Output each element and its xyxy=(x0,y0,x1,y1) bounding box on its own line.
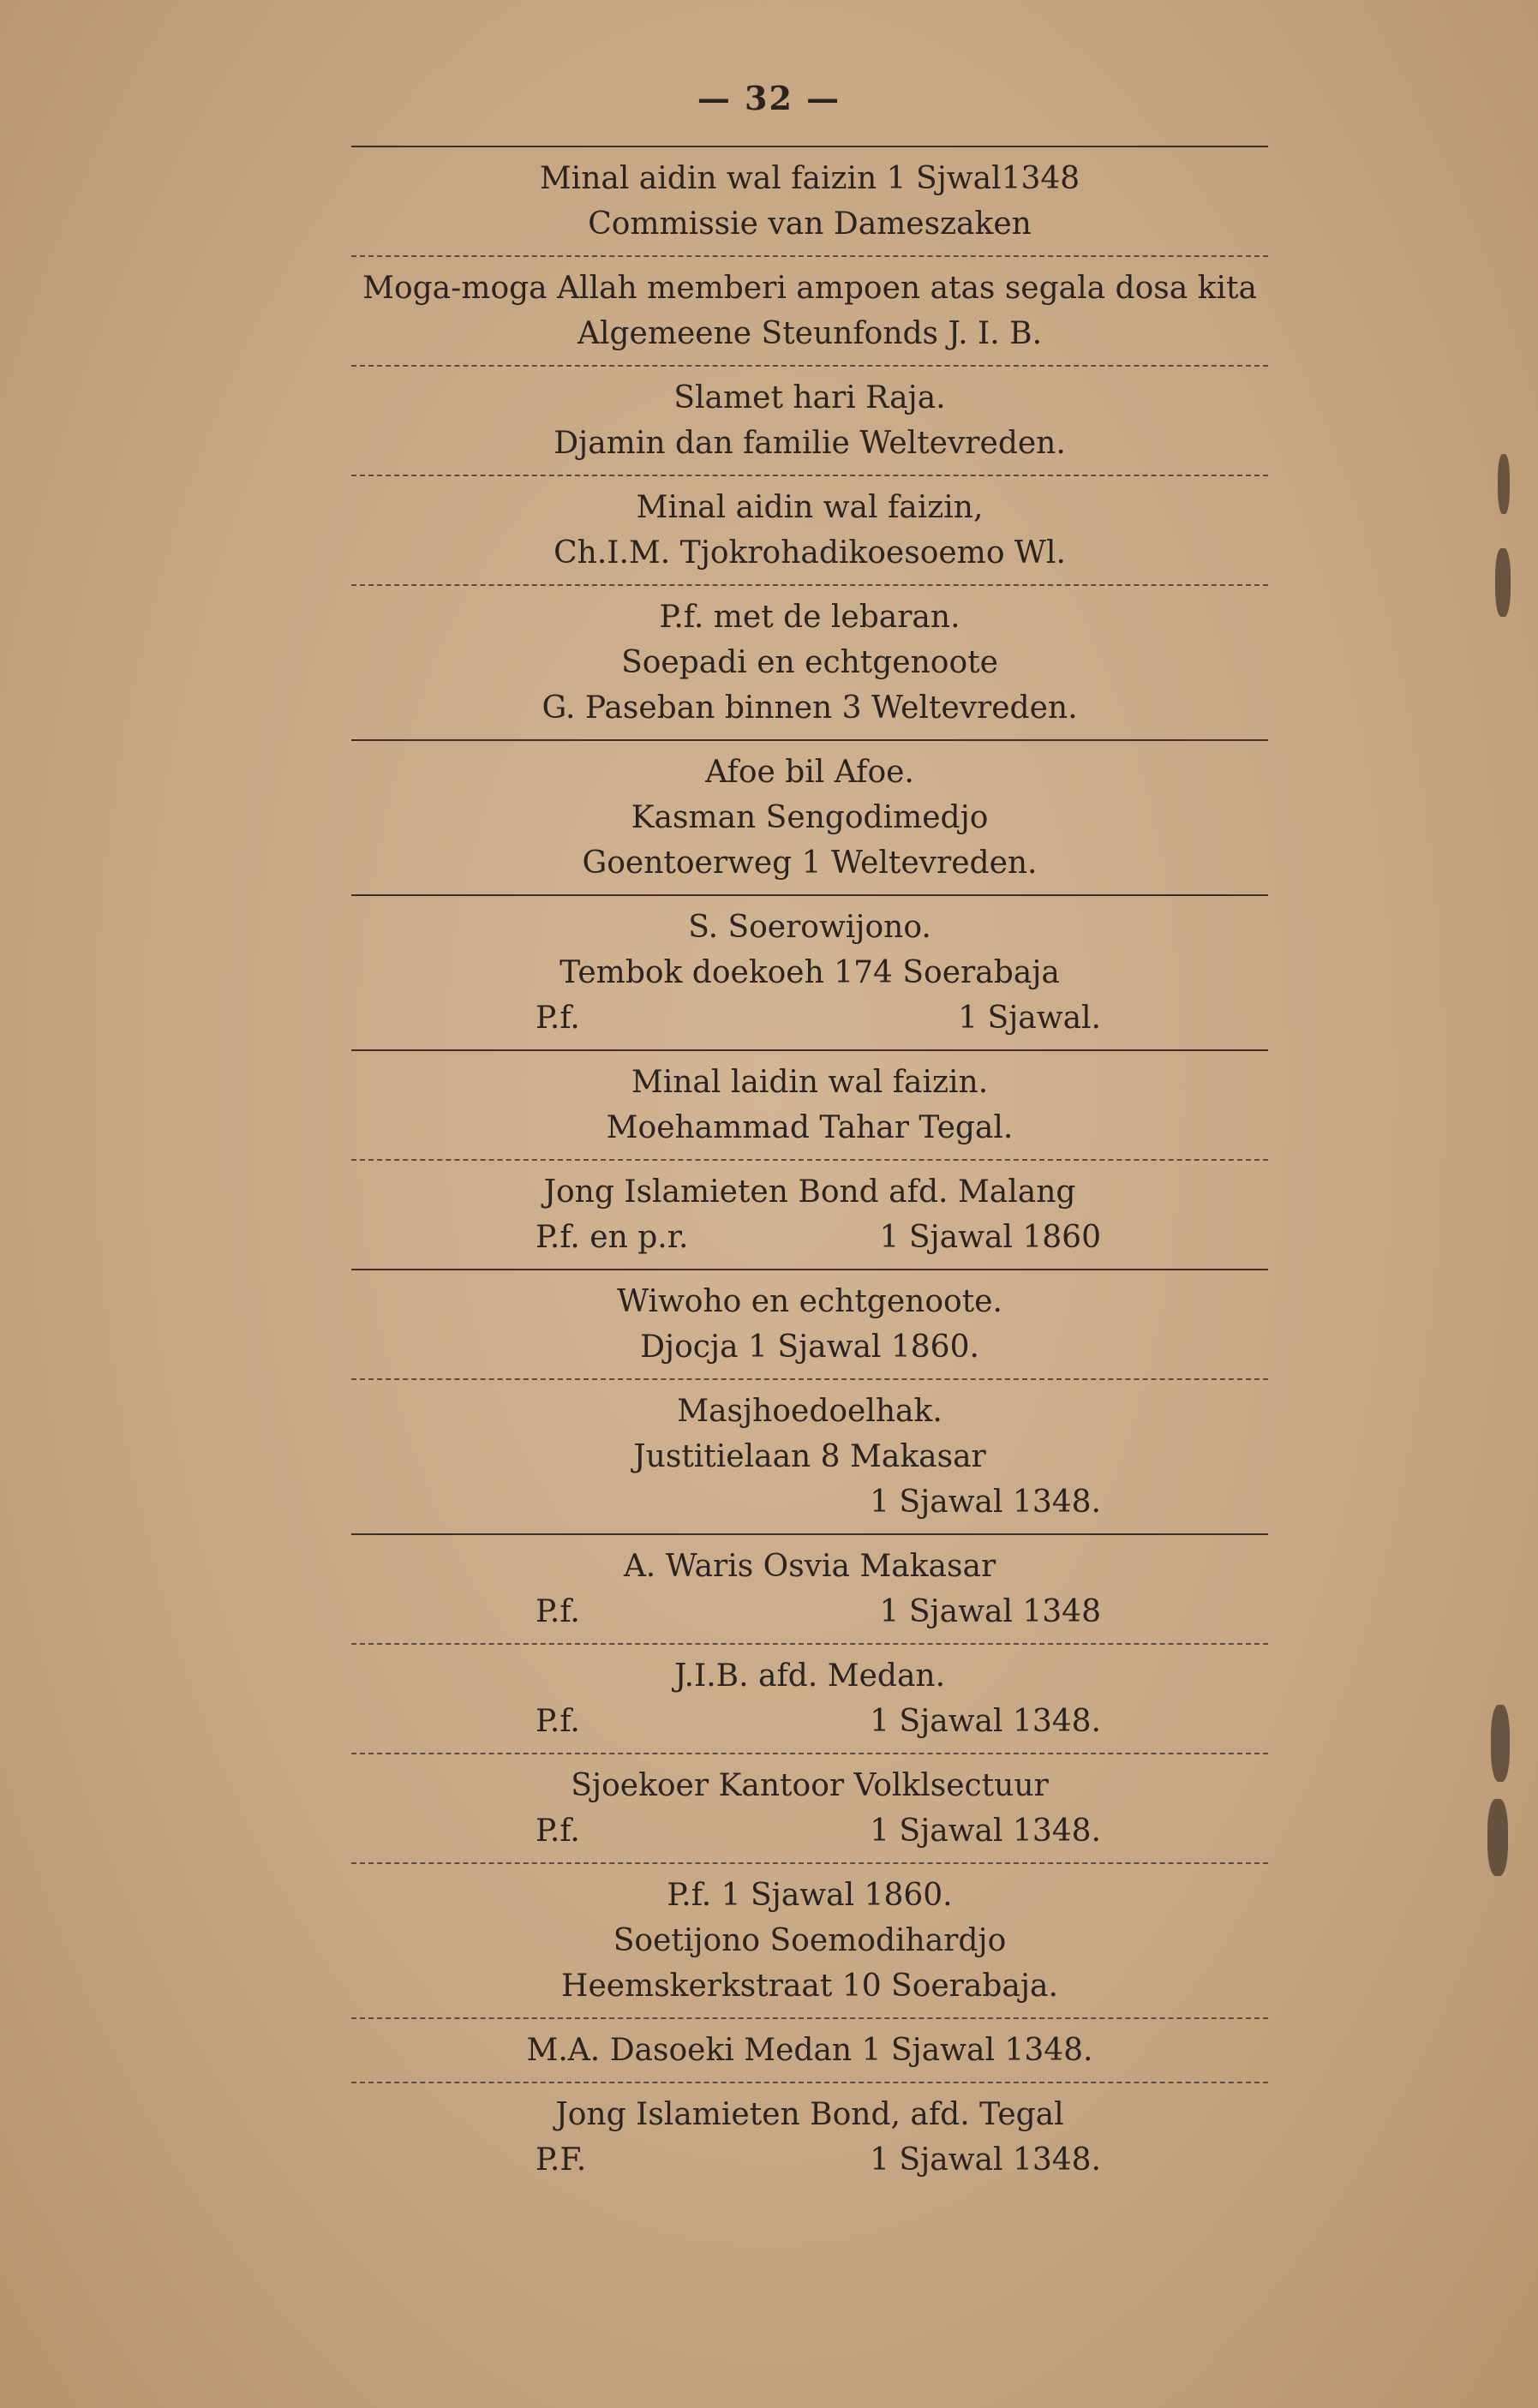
entry-line: Heemskerkstraat 10 Soerabaja. xyxy=(561,1969,1058,2004)
entry-line: A. Waris Osvia Makasar xyxy=(623,1549,996,1584)
binding-mark xyxy=(1491,1705,1510,1782)
entry-line: Moga-moga Allah memberi ampoen atas segala dosa kita xyxy=(362,271,1257,306)
greeting-entry xyxy=(351,586,1268,739)
entry-line: S. Soerowijono. xyxy=(688,910,931,945)
entry-line: Masjhoedoelhak. xyxy=(677,1394,943,1429)
entry-right: 1 Sjawal 1348. xyxy=(870,1704,1101,1739)
greeting-entry xyxy=(351,741,1268,894)
entry-split-line xyxy=(351,1699,1268,1744)
entry-right: 1 Sjawal 1348. xyxy=(870,1485,1101,1520)
entry-line: Djocja 1 Sjawal 1860. xyxy=(640,1329,979,1365)
greeting-entry xyxy=(351,1645,1268,1753)
entry-split-line xyxy=(351,995,1268,1041)
entry-right: 1 Sjawal 1348. xyxy=(870,2142,1101,2178)
binding-mark xyxy=(1495,548,1511,617)
greeting-entry xyxy=(351,1270,1268,1378)
greeting-entry xyxy=(351,1380,1268,1533)
entry-line: Wiwoho en echtgenoote. xyxy=(617,1284,1002,1319)
entry-right: 1 Sjawal 1860 xyxy=(879,1220,1101,1255)
entry-line: Commissie van Dameszaken xyxy=(588,206,1032,242)
entry-line: Slamet hari Raja. xyxy=(673,380,946,415)
entry-line: Jong Islamieten Bond, afd. Tegal xyxy=(555,2097,1064,2132)
entry-split-line xyxy=(351,1589,1268,1634)
entry-right: 1 Sjawal. xyxy=(958,1001,1101,1036)
entry-split-line xyxy=(351,2137,1268,2183)
entry-line: Minal aidin wal faizin, xyxy=(636,490,984,525)
entry-line: G. Paseban binnen 3 Weltevreden. xyxy=(542,690,1078,726)
page-number: — 32 — xyxy=(697,79,841,117)
entry-line: Moehammad Tahar Tegal. xyxy=(606,1110,1014,1145)
entry-left: P.f. xyxy=(536,1704,580,1739)
greeting-entry xyxy=(351,147,1268,255)
greeting-entry xyxy=(351,1161,1268,1269)
greeting-entry xyxy=(351,2083,1268,2191)
entry-split-line xyxy=(351,1215,1268,1260)
greeting-entry xyxy=(351,257,1268,365)
entry-line: Jong Islamieten Bond afd. Malang xyxy=(543,1174,1076,1210)
greeting-entry xyxy=(351,367,1268,475)
entry-left: P.f. xyxy=(536,1001,580,1036)
entry-split-line xyxy=(351,1479,1268,1525)
entry-line: Sjoekoer Kantoor Volklsectuur xyxy=(571,1768,1049,1803)
entry-line: Soepadi en echtgenoote xyxy=(621,645,998,680)
entry-line: Ch.I.M. Tjokrohadikoesoemo Wl. xyxy=(554,535,1066,571)
entry-line: M.A. Dasoeki Medan 1 Sjawal 1348. xyxy=(526,2033,1093,2068)
entry-line: Goentoerweg 1 Weltevreden. xyxy=(582,845,1038,881)
entry-right: 1 Sjawal 1348. xyxy=(870,1813,1101,1849)
greeting-entry xyxy=(351,476,1268,584)
entry-line: Kasman Sengodimedjo xyxy=(631,800,989,835)
entry-line: Afoe bil Afoe. xyxy=(705,755,914,790)
greeting-entry xyxy=(351,1535,1268,1643)
entry-line: Algemeene Steunfonds J. I. B. xyxy=(577,316,1043,351)
entry-line: P.f. met de lebaran. xyxy=(659,600,961,635)
entry-line: Djamin dan familie Weltevreden. xyxy=(554,426,1066,461)
entry-line: Soetijono Soemodihardjo xyxy=(613,1923,1007,1958)
entry-split-line xyxy=(351,1808,1268,1854)
binding-mark xyxy=(1487,1799,1508,1876)
entry-line: Justitielaan 8 Makasar xyxy=(633,1439,986,1474)
greeting-entry xyxy=(351,1754,1268,1862)
entry-right: 1 Sjawal 1348 xyxy=(879,1594,1101,1629)
entry-line: Minal laidin wal faizin. xyxy=(631,1065,989,1100)
greeting-entry xyxy=(351,896,1268,1049)
greeting-entry xyxy=(351,2019,1268,2082)
entry-left: P.f. en p.r. xyxy=(536,1220,689,1255)
entry-line: Tembok doekoeh 174 Soerabaja xyxy=(560,955,1060,990)
greetings-list xyxy=(351,146,1268,2191)
greeting-entry xyxy=(351,1051,1268,1159)
entry-left: P.F. xyxy=(536,2142,587,2178)
entry-line: J.I.B. afd. Medan. xyxy=(673,1658,946,1694)
entry-line: P.f. 1 Sjawal 1860. xyxy=(667,1878,953,1913)
entry-line: Minal aidin wal faizin 1 Sjwal1348 xyxy=(539,161,1080,196)
entry-left: P.f. xyxy=(536,1813,580,1849)
binding-mark xyxy=(1498,454,1510,514)
greeting-entry xyxy=(351,1864,1268,2017)
entry-left: P.f. xyxy=(536,1594,580,1629)
